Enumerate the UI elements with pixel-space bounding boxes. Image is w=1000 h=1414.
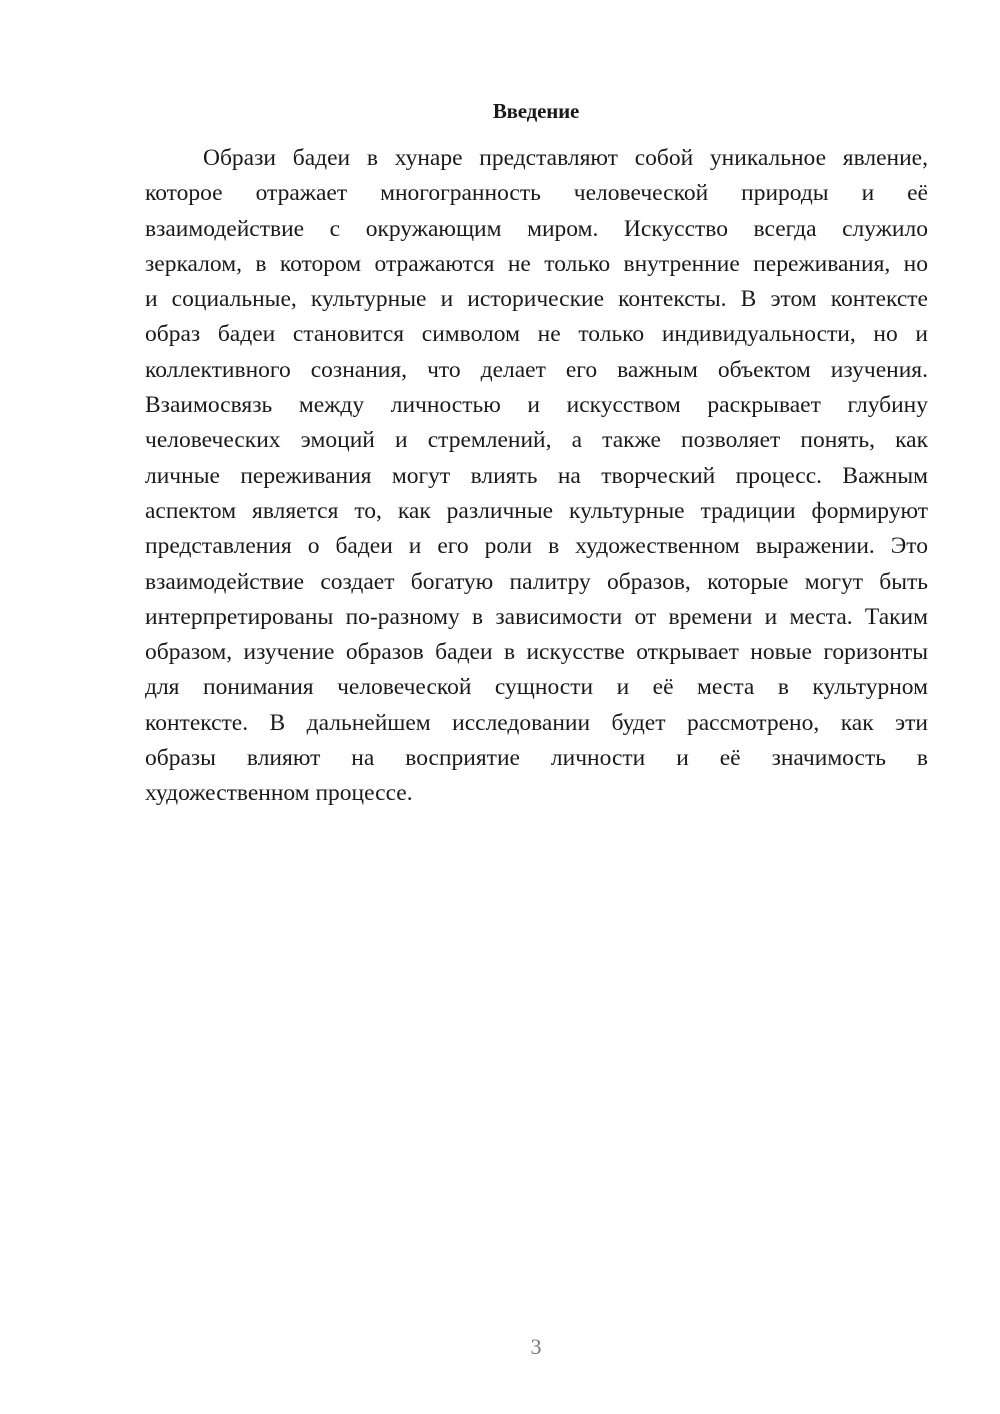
paragraph-line: взаимодействие с окружающим миром. Искусство всегда служило — [145, 215, 928, 242]
paragraph-line: для понимания человеческой сущности и её места в культурном — [145, 674, 928, 701]
paragraph-line: образы влияют на восприятие личности и её значимость в — [145, 745, 928, 772]
body-paragraph — [145, 141, 928, 812]
section-heading: Введение — [492, 99, 580, 123]
paragraph-line: и социальные, культурные и исторические контексты. В этом контексте — [145, 286, 928, 313]
paragraph-line: личные переживания могут влиять на творческий процесс. Важным — [145, 462, 928, 489]
paragraph-line: представления о бадеи и его роли в художественном выражении. Это — [145, 533, 928, 560]
paragraph-line: контексте. В дальнейшем исследовании будет рассмотрено, как эти — [145, 709, 928, 736]
paragraph-line: которое отражает многогранность человеческой природы и её — [145, 180, 928, 207]
paragraph-line: художественном процессе. — [145, 780, 413, 807]
paragraph-line: человеческих эмоций и стремлений, а также позволяет понять, как — [145, 427, 928, 454]
paragraph-line: зеркалом, в котором отражаются не только внутренние переживания, но — [145, 250, 928, 277]
paragraph-line: коллективного сознания, что делает его важным объектом изучения. — [145, 356, 928, 383]
paragraph-line: образом, изучение образов бадеи в искусстве открывает новые горизонты — [145, 639, 928, 666]
paragraph-line: образ бадеи становится символом не только индивидуальности, но и — [145, 321, 928, 348]
paragraph-line: интерпретированы по-разному в зависимости от времени и места. Таким — [145, 603, 928, 630]
paragraph-line: Образи бадеи в хунаре представляют собой уникальное явление, — [203, 145, 928, 171]
page-number: 3 — [530, 1334, 542, 1359]
paragraph-line: Взаимосвязь между личностью и искусством раскрывает глубину — [145, 392, 928, 419]
paragraph-line: взаимодействие создает богатую палитру образов, которые могут быть — [145, 568, 928, 595]
paragraph-line: аспектом является то, как различные культурные традиции формируют — [145, 497, 928, 524]
